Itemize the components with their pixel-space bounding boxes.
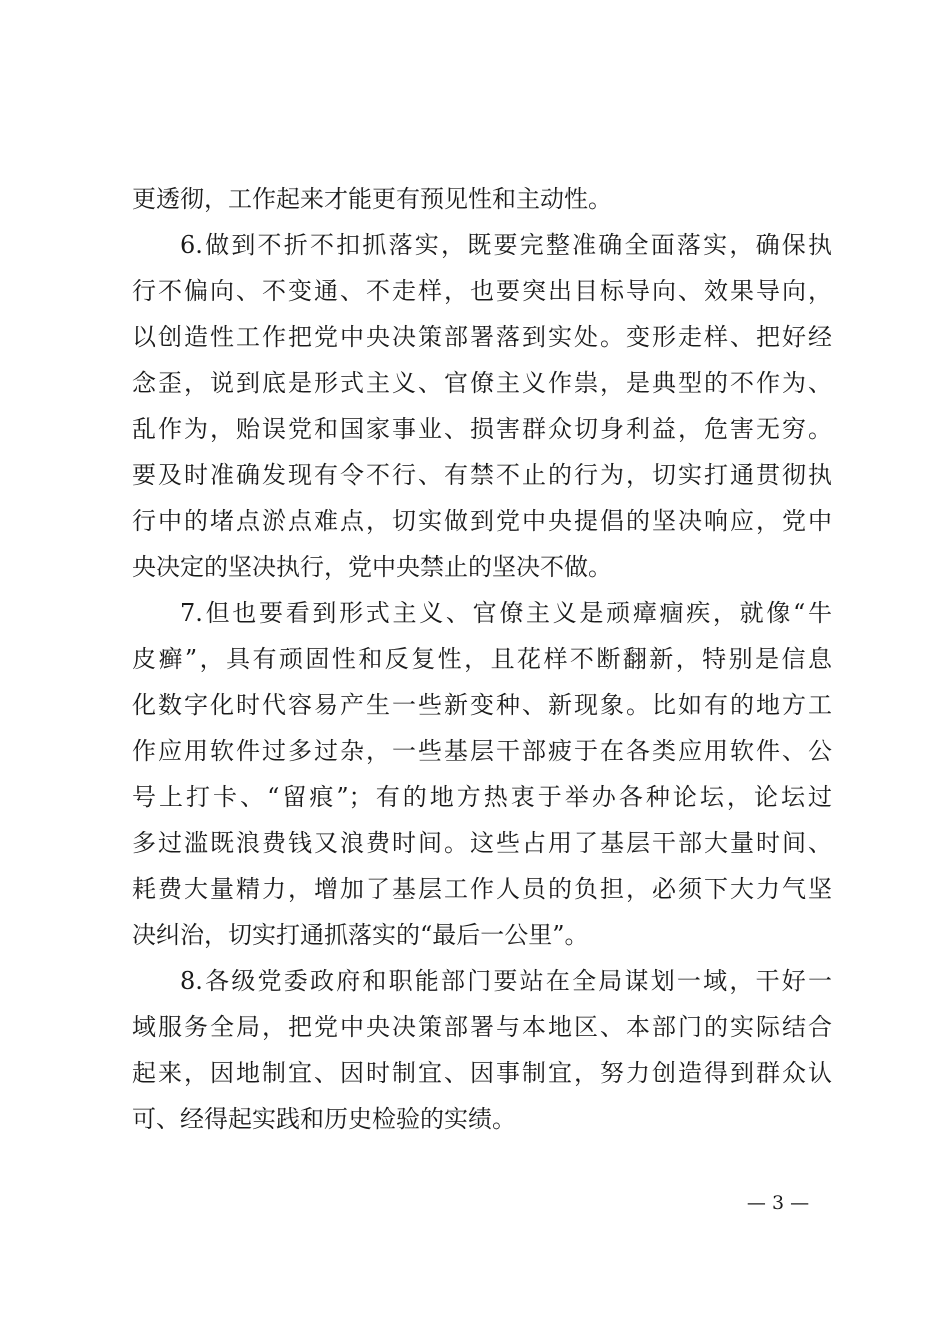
text-line: 更透彻，工作起来才能更有预见性和主动性。 [132, 185, 612, 213]
text-line: 耗费大量精力，增加了基层工作人员的负担，必须下大力气坚 [132, 875, 832, 903]
text-line: 号上打卡、“留痕”；有的地方热衷于举办各种论坛，论坛过 [132, 783, 832, 811]
text-line: 行中的堵点淤点难点，切实做到党中央提倡的坚决响应，党中 [132, 507, 832, 535]
text-line: 作应用软件过多过杂，一些基层干部疲于在各类应用软件、公 [132, 737, 832, 765]
text-line: 域服务全局，把党中央决策部署与本地区、本部门的实际结合 [132, 1013, 832, 1041]
text-line: 可、经得起实践和历史检验的实绩。 [132, 1105, 516, 1133]
text-line: 念歪，说到底是形式主义、官僚主义作祟，是典型的不作为、 [132, 369, 832, 397]
text-line: 化数字化时代容易产生一些新变种、新现象。比如有的地方工 [132, 691, 832, 719]
text-line: 行不偏向、不变通、不走样，也要突出目标导向、效果导向， [132, 277, 832, 305]
page-number: — 3 — [746, 1192, 810, 1214]
text-line: 央决定的坚决执行，党中央禁止的坚决不做。 [132, 553, 612, 581]
text-line: 以创造性工作把党中央决策部署落到实处。变形走样、把好经 [132, 323, 832, 351]
text-line: 7.但也要看到形式主义、官僚主义是顽瘴痼疾，就像“牛 [180, 599, 832, 627]
text-line: 8.各级党委政府和职能部门要站在全局谋划一域，干好一 [180, 967, 832, 995]
text-line: 多过滥既浪费钱又浪费时间。这些占用了基层干部大量时间、 [132, 829, 832, 857]
text-line: 皮癣”，具有顽固性和反复性，且花样不断翻新，特别是信息 [132, 645, 832, 673]
text-line: 决纠治，切实打通抓落实的“最后一公里”。 [132, 921, 589, 949]
text-line: 要及时准确发现有令不行、有禁不止的行为，切实打通贯彻执 [132, 461, 832, 489]
text-line: 6.做到不折不扣抓落实，既要完整准确全面落实，确保执 [180, 231, 832, 259]
text-line: 起来，因地制宜、因时制宜、因事制宜，努力创造得到群众认 [132, 1059, 832, 1087]
body-text [132, 176, 832, 1142]
text-line: 乱作为，贻误党和国家事业、损害群众切身利益，危害无穷。 [132, 415, 832, 443]
